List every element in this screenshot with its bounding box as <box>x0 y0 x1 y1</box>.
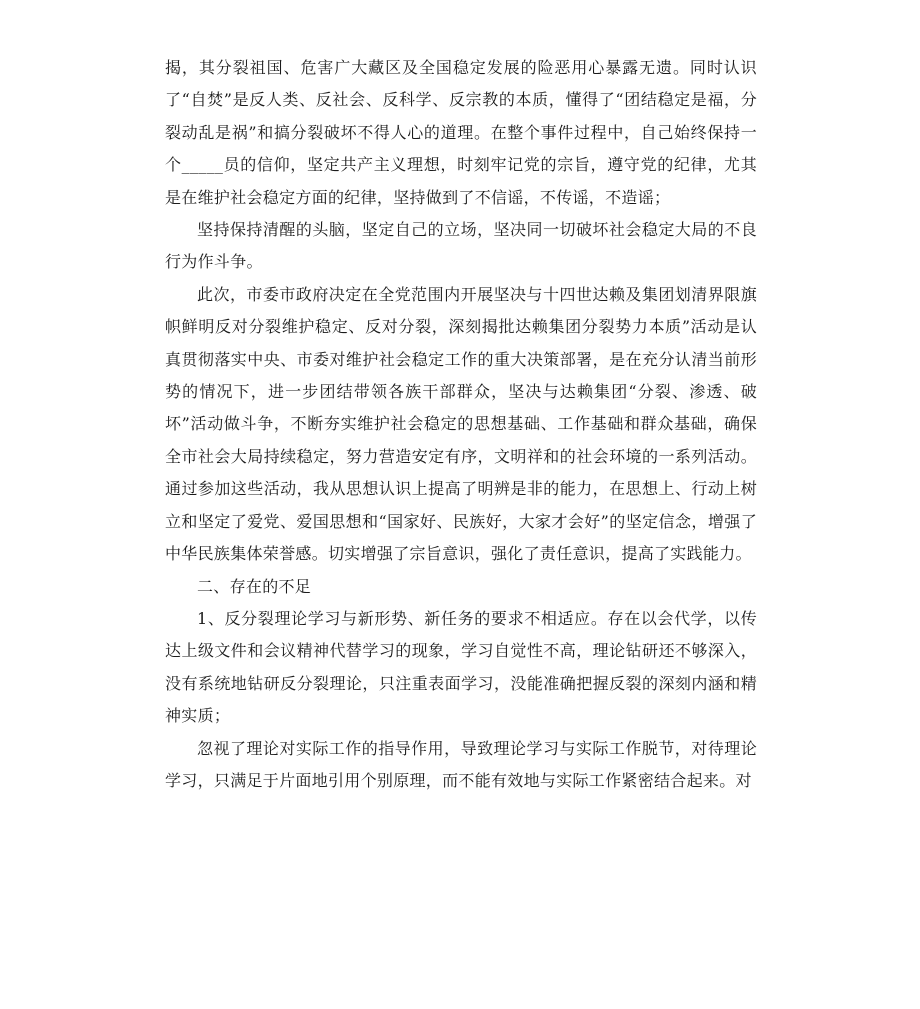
paragraph-4: 1、反分裂理论学习与新形势、新任务的要求不相适应。存在以会代学，以传达上级文件和会议精神代替学习的现象，学习自觉性不高，理论钻研还不够深入，没有系统地钻研反分裂理论，只注重表面学习，没能准确把握反裂的深刻内涵和精神实质； <box>165 608 757 726</box>
paragraph-1: 揭，其分裂祖国、危害广大藏区及全国稳定发展的险恶用心暴露无遗。同时认识了“自焚”是反人类、反社会、反科学、反宗教的本质，懂得了“团结稳定是福，分裂动乱是祸”和搞分裂破坏不得人心的道理。在整个事件过程中，自己始终保持一个_____员的信仰，坚定共产主义理想，时刻牢记党的宗旨，遵守党的纪律，尤其是在维护社会稳定方面的纪律，坚持做到了不信谣，不传谣，不造谣； <box>165 58 757 207</box>
paragraph-5: 忽视了理论对实际工作的指导作用，导致理论学习与实际工作脱节，对待理论学习，只满足于片面地引用个别原理，而不能有效地与实际工作紧密结合起来。对 <box>165 738 757 790</box>
paragraph-2: 坚持保持清醒的头脑，坚定自己的立场，坚决同一切破坏社会稳定大局的不良行为作斗争。 <box>165 220 757 272</box>
section-heading-shortcomings: 二、存在的不足 <box>197 576 312 596</box>
paragraph-3: 此次，市委市政府决定在全党范围内开展坚决与十四世达赖及集团划清界限旗帜鲜明反对分裂维护稳定、反对分裂，深刻揭批达赖集团分裂势力本质”活动是认真贯彻落实中央、市委对维护社会稳定工作的重大决策部署，是在充分认清当前形势的情况下，进一步团结带领各族干部群众，坚决与达赖集团“分裂、渗透、破坏”活动做斗争，不断夯实维护社会稳定的思想基础、工作基础和群众基础，确保全市社会大局持续稳定，努力营造安定有序，文明祥和的社会环境的一系列活动。通过参加这些活动，我从思想认识上提高了明辨是非的能力，在思想上、行动上树立和坚定了爱党、爱国思想和“国家好、民族好，大家才会好”的坚定信念，增强了中华民族集体荣誉感。切实增强了宗旨意识，强化了责任意识，提高了实践能力。 <box>165 284 757 564</box>
document-page <box>165 52 757 797</box>
